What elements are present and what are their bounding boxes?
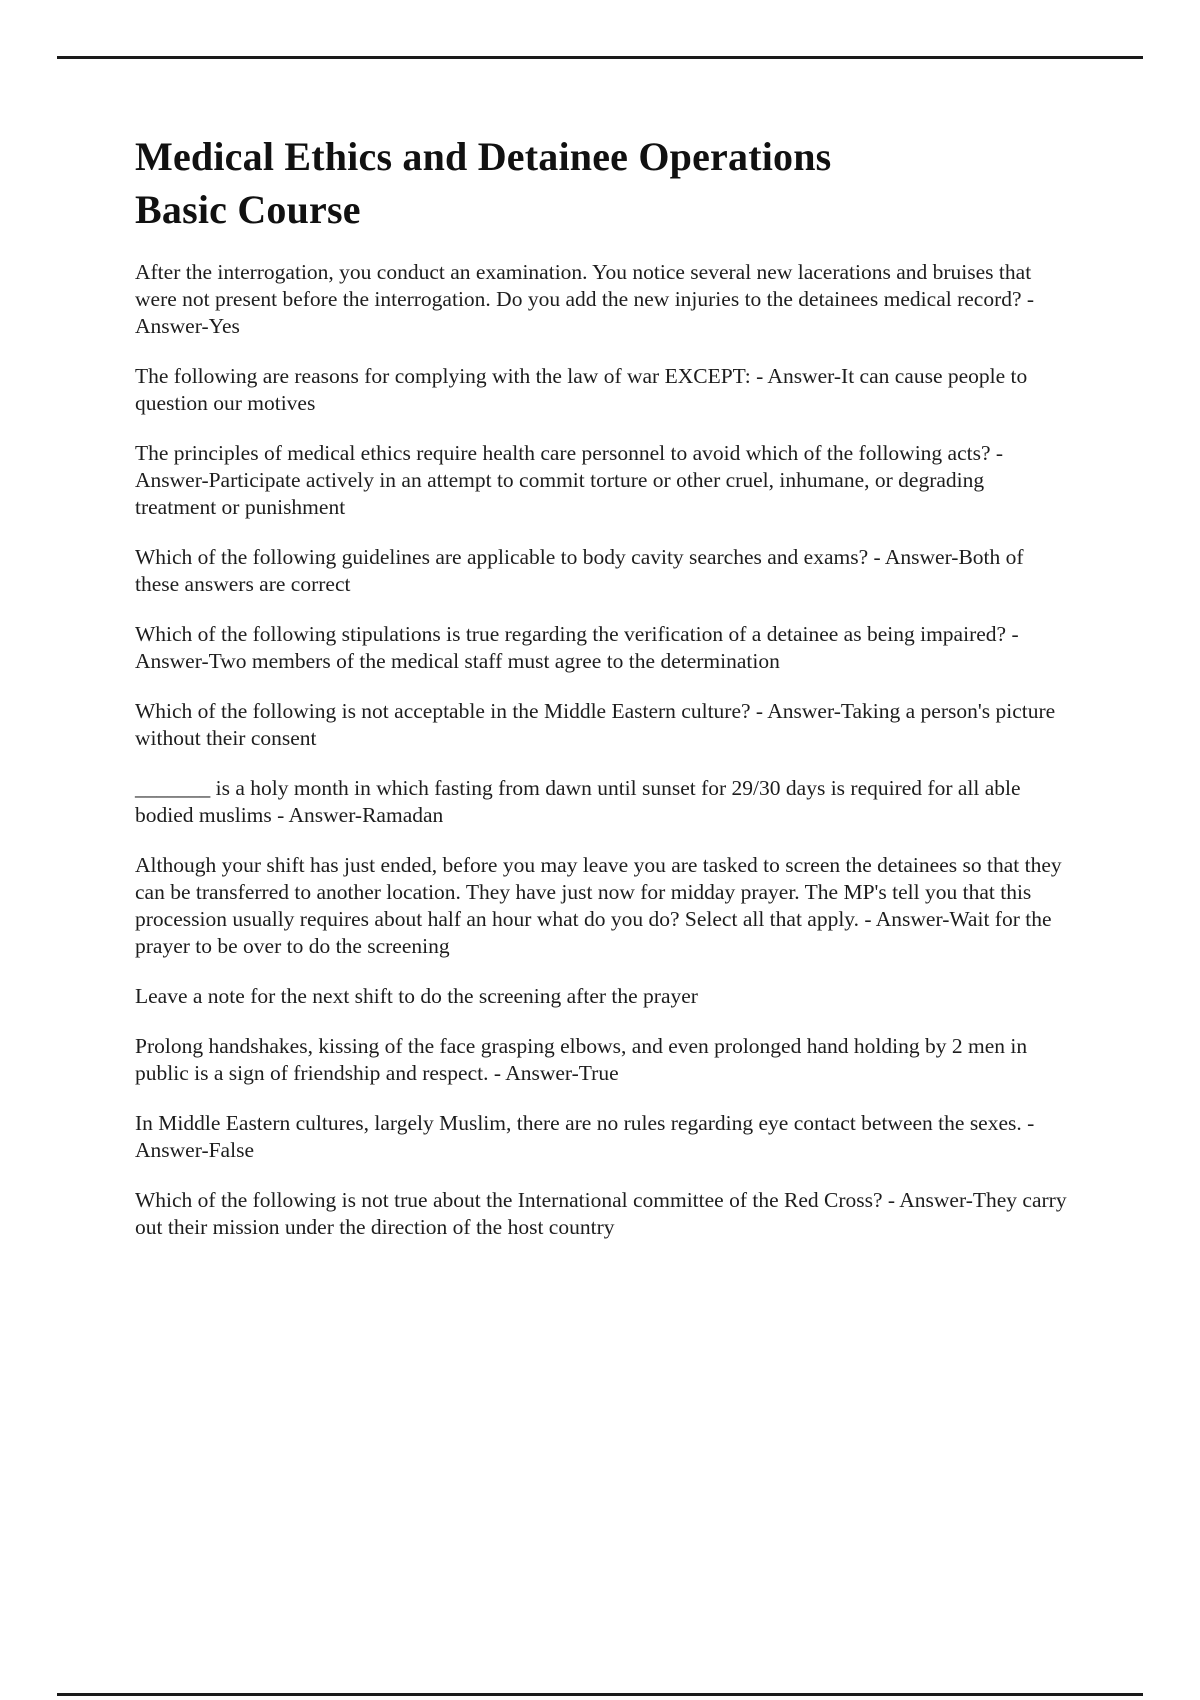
qa-paragraph: Prolong handshakes, kissing of the face grasping elbows, and even prolonged hand holding by 2 men in public is a sign of friendship and respect. - Answer-True bbox=[135, 1034, 1028, 1085]
page-title bbox=[135, 130, 1070, 236]
qa-paragraph: In Middle Eastern cultures, largely Muslim, there are no rules regarding eye contact between the sexes. - Answer-False bbox=[135, 1111, 1035, 1162]
qa-paragraph: The following are reasons for complying with the law of war EXCEPT: - Answer-It can cause people to question our motives bbox=[135, 364, 1028, 415]
qa-paragraph: Although your shift has just ended, before you may leave you are tasked to screen the detainees so that they can be transferred to another location. They have just now for midday prayer. The MP's tell you that this procession usually requires about half an hour what do you do? Select all that apply. - Answer-Wait for the prayer to be over to do the screening bbox=[135, 853, 1062, 958]
top-rule bbox=[57, 56, 1143, 59]
qa-paragraph: Which of the following is not true about the International committee of the Red Cross? - Answer-They carry out their mission under the direction of the host country bbox=[135, 1188, 1067, 1239]
qa-paragraph: Which of the following is not acceptable in the Middle Eastern culture? - Answer-Taking a person's picture without their consent bbox=[135, 699, 1056, 750]
page-title-line-1: Medical Ethics and Detainee Operations bbox=[135, 134, 832, 179]
bottom-rule bbox=[57, 1693, 1143, 1696]
qa-paragraph: After the interrogation, you conduct an examination. You notice several new lacerations and bruises that were not present before the interrogation. Do you add the new injuries to the detainees medical record? - Answer-Yes bbox=[135, 260, 1035, 338]
document-content bbox=[135, 130, 1070, 1264]
qa-paragraph: Leave a note for the next shift to do the screening after the prayer bbox=[135, 984, 698, 1008]
qa-paragraph: The principles of medical ethics require health care personnel to avoid which of the following acts? - Answer-Participate actively in an attempt to commit torture or other cruel, inhumane, or degrading treatment or punishment bbox=[135, 441, 1004, 519]
qa-paragraph: Which of the following stipulations is true regarding the verification of a detainee as being impaired? - Answer-Two members of the medical staff must agree to the determination bbox=[135, 622, 1019, 673]
page-title-line-2: Basic Course bbox=[135, 187, 361, 232]
qa-paragraph: _______ is a holy month in which fasting from dawn until sunset for 29/30 days is required for all able bodied muslims - Answer-Ramadan bbox=[135, 776, 1021, 827]
qa-paragraph: Which of the following guidelines are applicable to body cavity searches and exams? - Answer-Both of these answers are correct bbox=[135, 545, 1024, 596]
